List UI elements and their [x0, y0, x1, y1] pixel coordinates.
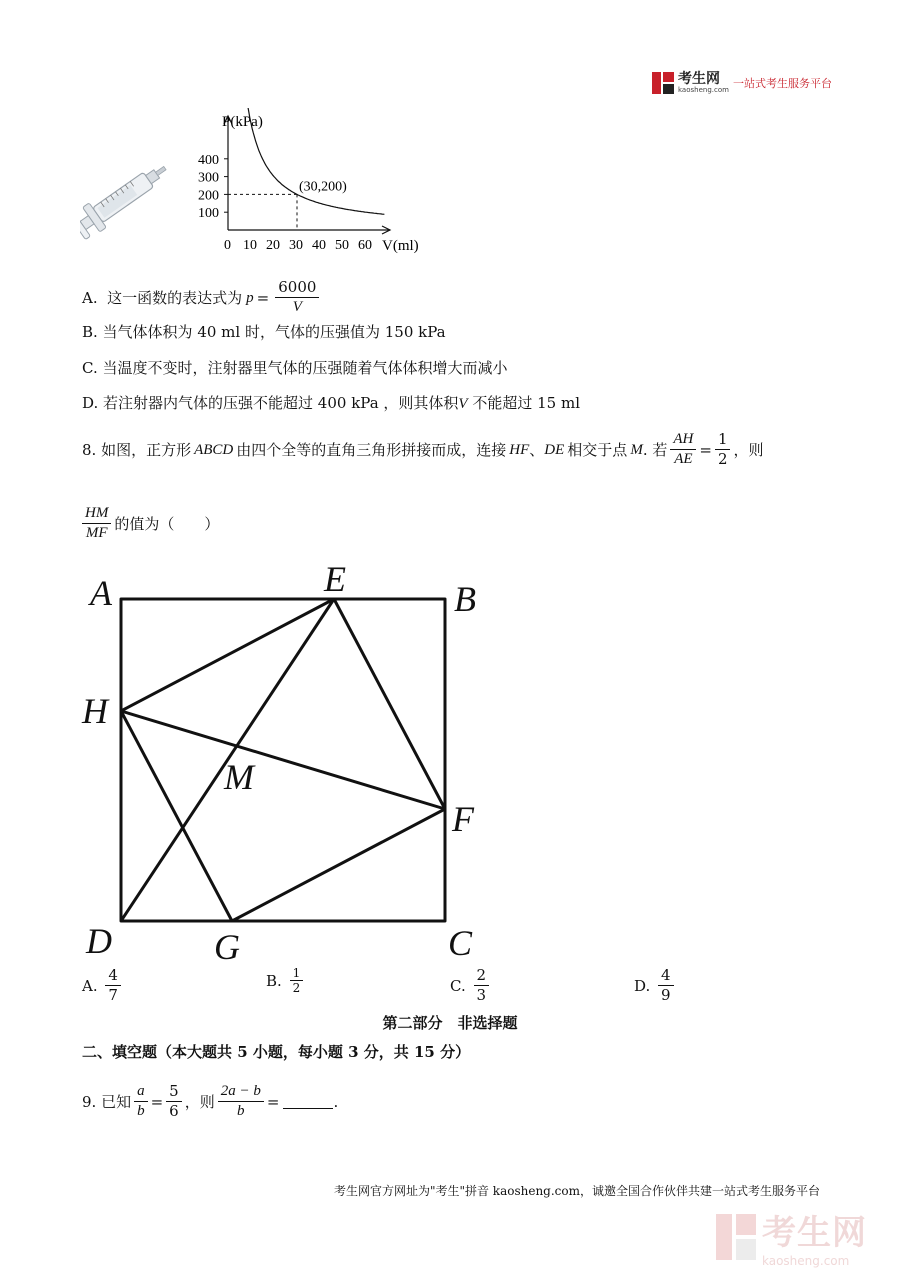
fraction-numerator: 2 — [474, 966, 490, 986]
fraction-five-sixths — [166, 1082, 182, 1121]
logo-domain: kaosheng.com — [678, 86, 729, 94]
q8-stem-line2 — [82, 504, 219, 543]
var-v: V — [458, 396, 468, 412]
q7-option-a — [82, 278, 322, 317]
q8-option-b — [266, 966, 306, 995]
fraction-denominator: 2 — [292, 981, 301, 995]
fraction-a-over-b — [134, 1082, 148, 1121]
fraction-denominator: V — [292, 299, 302, 315]
point-label: (30,200) — [299, 179, 347, 195]
label-g: G — [214, 927, 240, 965]
fraction-denominator: 7 — [108, 986, 118, 1004]
x-tick-label: 60 — [358, 238, 372, 253]
part2-title: 第二部分 非选择题 — [382, 1014, 518, 1032]
label-e: E — [324, 559, 346, 599]
option-fraction — [290, 966, 304, 995]
label-d: D — [86, 921, 112, 961]
q8-option-c — [450, 966, 492, 1005]
equals: = — [256, 288, 270, 307]
answer-blank[interactable] — [283, 1094, 333, 1109]
q9-mid: ，则 — [184, 1092, 215, 1111]
fraction-denominator: 3 — [476, 986, 487, 1004]
fraction-numerator: 2a − b — [218, 1082, 264, 1102]
q8-stem — [82, 430, 764, 469]
x-tick-label: 0 — [224, 238, 231, 253]
option-label: B. — [266, 971, 282, 990]
watermark-name: 考生网 — [762, 1213, 867, 1253]
fraction-denominator: 6 — [169, 1102, 179, 1120]
y-tick-label: 300 — [198, 170, 219, 186]
header-slogan: 一站式考生服务平台 — [732, 77, 832, 90]
option-label: A. — [82, 976, 98, 995]
fraction-denominator: MF — [85, 525, 108, 541]
q8-suffix: 的值为（ ） — [114, 514, 220, 533]
label-h: H — [82, 691, 108, 731]
segment-he — [121, 599, 334, 711]
logo-name: 考生网 — [678, 71, 720, 87]
q9-end: . — [333, 1092, 339, 1111]
watermark — [716, 1205, 867, 1268]
q8-m: M — [630, 441, 643, 458]
y-tick-label: 400 — [198, 152, 219, 168]
fraction-numerator: 1 — [290, 966, 304, 981]
pressure-curve — [245, 108, 384, 214]
footer-text: 考生网官方网址为"考生"拼音 kaosheng.com，诚邀全国合作伙伴共建一站式考生服务平台 — [333, 1184, 820, 1198]
fraction-numerator: a — [134, 1082, 148, 1102]
q9-eq-2: = — [266, 1092, 280, 1111]
fraction-numerator: AH — [670, 430, 696, 450]
fraction-denominator: b — [137, 1103, 145, 1119]
y-tick-label: 100 — [198, 206, 219, 222]
option-fraction — [474, 966, 490, 1005]
fraction-denominator: b — [237, 1103, 245, 1119]
q8-mid4: ，则 — [733, 440, 764, 459]
option-a-label: A. — [82, 288, 98, 307]
option-d-text-1: D. 若注射器内气体的压强不能超过 400 kPa ，则其体积 — [82, 394, 459, 412]
q8-mid3: . 若 — [642, 440, 668, 459]
label-a: A — [90, 573, 112, 613]
segment-fg — [232, 809, 445, 921]
fraction-denominator: AE — [674, 451, 693, 467]
q8-mid2: 相交于点 — [567, 440, 628, 459]
option-fraction — [658, 966, 674, 1005]
fraction-ah-over-ae — [670, 430, 696, 469]
q7-option-c: C. 当温度不变时，注射器里气体的压强随着气体体积增大而减小 — [82, 359, 508, 377]
watermark-logo-icon — [716, 1214, 756, 1260]
pressure-volume-graph — [190, 108, 430, 258]
q8-mid1: 由四个全等的直角三角形拼接而成，连接 — [236, 440, 507, 459]
option-fraction — [105, 966, 121, 1005]
q7-option-b: B. 当气体体积为 40 ml 时，气体的压强值为 150 kPa — [82, 323, 446, 341]
segment-ef — [334, 599, 445, 809]
y-axis-label: P(kPa) — [222, 114, 263, 130]
var-p: p — [246, 289, 254, 306]
y-tick-label: 200 — [198, 188, 219, 204]
label-b: B — [454, 579, 476, 619]
q8-option-a — [82, 966, 124, 1005]
q9-prefix: 9. 已知 — [82, 1092, 132, 1111]
fraction-one-half — [715, 430, 731, 469]
option-d-text-2: 不能超过 15 ml — [467, 394, 581, 412]
fraction-2a-minus-b-over-b — [218, 1082, 264, 1121]
kaosheng-logo-icon — [652, 72, 674, 94]
section2-title: 二、填空题（本大题共 5 小题，每小题 3 分，共 15 分） — [82, 1043, 471, 1061]
option-a-text: 这一函数的表达式为 — [107, 288, 243, 307]
q8-de: DE — [544, 441, 565, 458]
x-tick-label: 40 — [312, 238, 326, 253]
fraction-hm-over-mf — [82, 504, 111, 543]
fraction-denominator: 2 — [717, 450, 728, 468]
header-logo — [652, 72, 832, 94]
q9-stem — [82, 1082, 338, 1121]
label-m: M — [224, 757, 254, 797]
label-f: F — [452, 799, 474, 839]
q7-option-d — [82, 393, 580, 414]
q8-square: ABCD — [194, 441, 234, 458]
segment-hf — [121, 711, 445, 809]
x-tick-label: 10 — [243, 238, 257, 253]
option-label: C. — [450, 976, 466, 995]
fraction-numerator: 6000 — [275, 278, 319, 298]
x-tick-label: 20 — [266, 238, 280, 253]
q8-sep: 、 — [529, 440, 545, 459]
square-geometry-figure — [80, 555, 500, 965]
fraction-numerator: 4 — [658, 966, 674, 986]
segment-gh — [121, 711, 232, 921]
fraction-numerator: 5 — [166, 1082, 182, 1102]
q8-hf: HF — [509, 441, 530, 458]
x-axis-label: V(ml) — [382, 238, 419, 254]
watermark-domain: kaosheng.com — [762, 1254, 850, 1268]
x-tick-label: 50 — [335, 238, 349, 253]
q8-option-d — [634, 966, 677, 1005]
fraction-denominator: 9 — [661, 986, 671, 1004]
syringe-illustration — [80, 150, 180, 240]
fraction-6000-over-v — [275, 278, 319, 317]
fraction-numerator: 4 — [105, 966, 121, 986]
q9-eq: = — [150, 1092, 164, 1111]
option-label: D. — [634, 976, 651, 995]
q8-eq: = — [699, 440, 712, 459]
fraction-numerator: 1 — [715, 430, 731, 450]
fraction-numerator: HM — [82, 504, 111, 524]
label-c: C — [448, 923, 473, 963]
q8-prefix: 8. 如图，正方形 — [82, 440, 192, 459]
x-tick-label: 30 — [289, 238, 303, 253]
